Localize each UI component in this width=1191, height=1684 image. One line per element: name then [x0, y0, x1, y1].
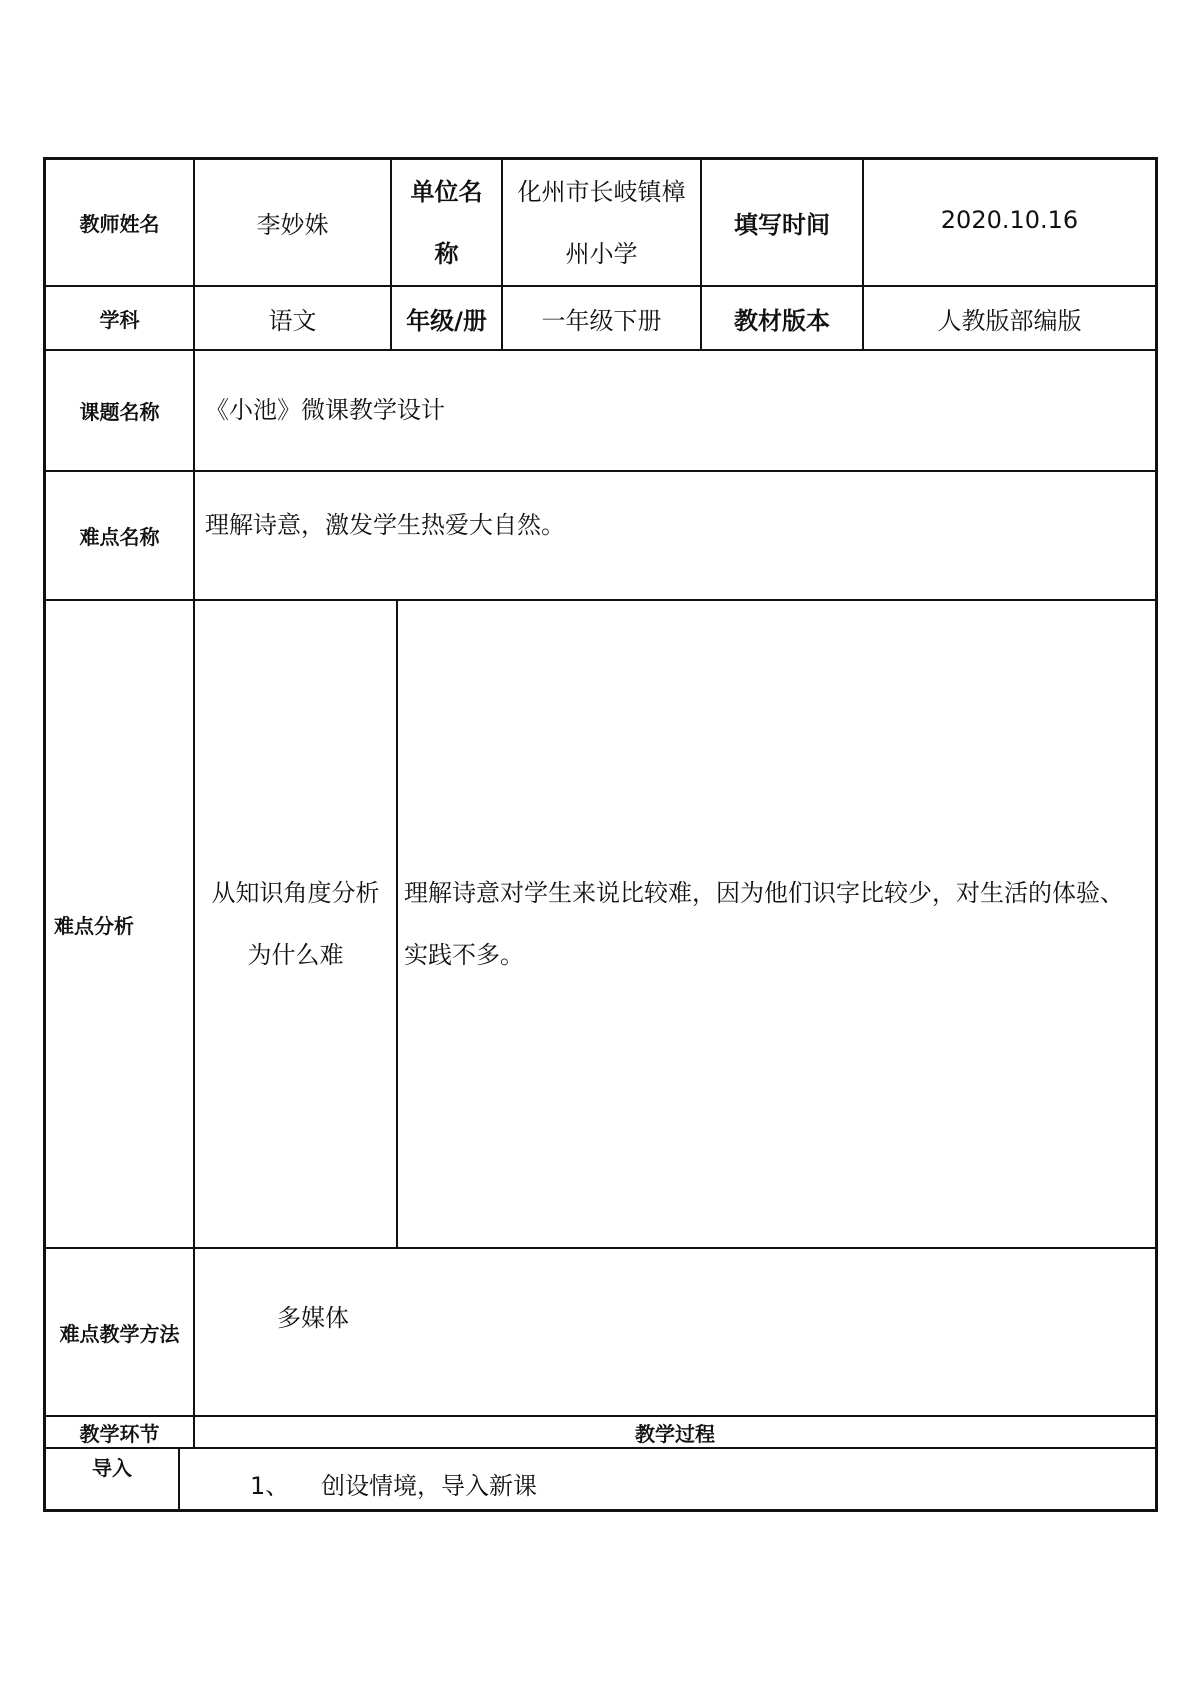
row-divider: [43, 470, 1158, 472]
teacher-name-label: 教师姓名: [79, 212, 160, 236]
analysis-text: [404, 601, 1152, 1247]
analysis-angle-line1: 从知识角度分析: [211, 879, 380, 907]
column-divider: [178, 1447, 180, 1512]
column-divider: [396, 599, 398, 1247]
edition-value: 人教版部编版: [937, 306, 1082, 335]
unit-name-value-line1: 化州市长岐镇樟: [517, 177, 686, 206]
difficulty-value: 理解诗意，激发学生热爱大自然。: [205, 511, 565, 539]
fill-date-value: 2020.10.16: [940, 205, 1079, 234]
difficulty-label: 难点名称: [79, 525, 160, 549]
analysis-text-line1: 理解诗意对学生来说比较难，因为他们识字比较少，对生活的体验、: [404, 879, 1124, 907]
analysis-label: 难点分析: [54, 913, 134, 938]
unit-name-value-line2: 州小学: [565, 239, 638, 268]
analysis-angle-line2: 为什么难: [247, 941, 344, 969]
grade-value: 一年级下册: [541, 306, 662, 335]
unit-name-value: [503, 160, 700, 285]
grade-label: 年级/册: [406, 306, 487, 335]
teacher-name-value: 李妙姝: [256, 211, 329, 239]
table-border-bottom: [43, 1509, 1158, 1512]
unit-name-label-line2: 称: [434, 239, 459, 268]
step-text: 创设情境，导入新课: [321, 1471, 537, 1500]
topic-value: 《小池》微课教学设计: [205, 396, 445, 424]
fill-date-label: 填写时间: [734, 211, 830, 239]
process-header: 教学过程: [635, 1421, 715, 1446]
subject-label: 学科: [99, 307, 140, 332]
analysis-text-line2: 实践不多。: [404, 941, 524, 969]
row-divider: [43, 1447, 1158, 1449]
table-border-right: [1155, 157, 1158, 1512]
step-number: 1、: [250, 1471, 290, 1500]
unit-name-label: [392, 160, 501, 285]
stage-header: 教学环节: [79, 1421, 160, 1446]
analysis-angle: [195, 601, 396, 1247]
method-value: 多媒体: [277, 1304, 349, 1332]
unit-name-label-line1: 单位名: [410, 177, 483, 206]
topic-label: 课题名称: [79, 400, 160, 424]
method-label: 难点教学方法: [59, 1321, 180, 1346]
stage-intro: 导入: [92, 1456, 132, 1480]
subject-value: 语文: [268, 306, 317, 335]
edition-label: 教材版本: [734, 306, 830, 335]
row-divider: [43, 1247, 1158, 1249]
